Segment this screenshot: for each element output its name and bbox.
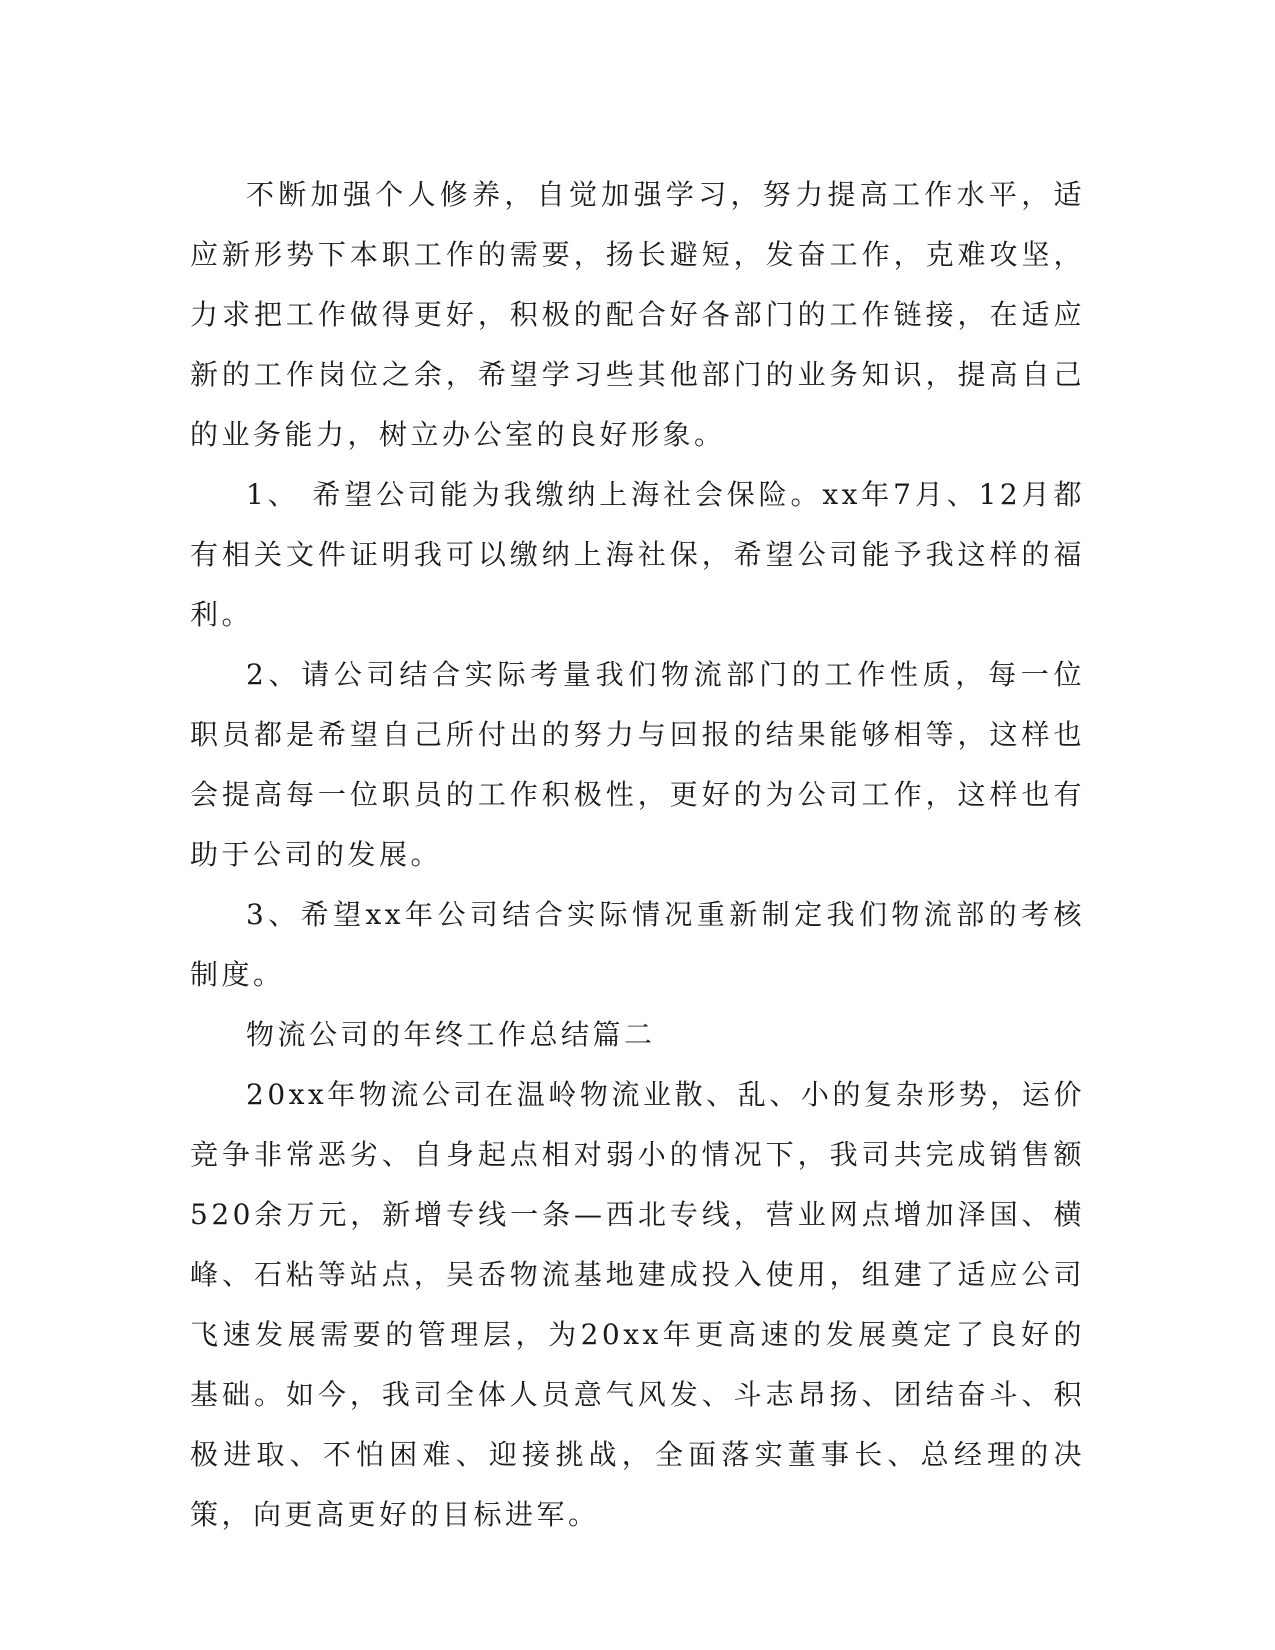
paragraph-request-assessment: 3、希望xx年公司结合实际情况重新制定我们物流部的考核制度。 <box>190 898 1085 991</box>
paragraph-annual-summary: 20xx年物流公司在温岭物流业散、乱、小的复杂形势，运价竞争非常恶劣、自身起点相对弱小的情况下，我司共完成销售额520余万元，新增专线一条—西北专线，营业网点增加泽国、横峰、石粘等站点，吴岙物流基地建成投入使用，组建了适应公司飞速发展需要的管理层，为20xx年更高速的发展奠定了良好的基础。如今，我司全体人员意气风发、斗志昂扬、团结奋斗、积极进取、不怕困难、迎接挑战，全面落实董事长、总经理的决策，向更高更好的目标进军。 <box>190 1078 1085 1531</box>
document-body <box>190 165 1085 1545</box>
section-heading: 物流公司的年终工作总结篇二 <box>246 1018 656 1051</box>
paragraph-request-work-nature: 2、请公司结合实际考量我们物流部门的工作性质，每一位职员都是希望自己所付出的努力与回报的结果能够相等，这样也会提高每一位职员的工作积极性，更好的为公司工作，这样也有助于公司的发展。 <box>190 658 1085 871</box>
paragraph-request-social-insurance: 1、 希望公司能为我缴纳上海社会保险。xx年7月、12月都有相关文件证明我可以缴纳上海社保，希望公司能予我这样的福利。 <box>190 478 1085 631</box>
paragraph-self-improvement: 不断加强个人修养，自觉加强学习，努力提高工作水平，适应新形势下本职工作的需要，扬长避短，发奋工作，克难攻坚，力求把工作做得更好，积极的配合好各部门的工作链接，在适应新的工作岗位之余，希望学习些其他部门的业务知识，提高自己的业务能力，树立办公室的良好形象。 <box>190 178 1085 451</box>
